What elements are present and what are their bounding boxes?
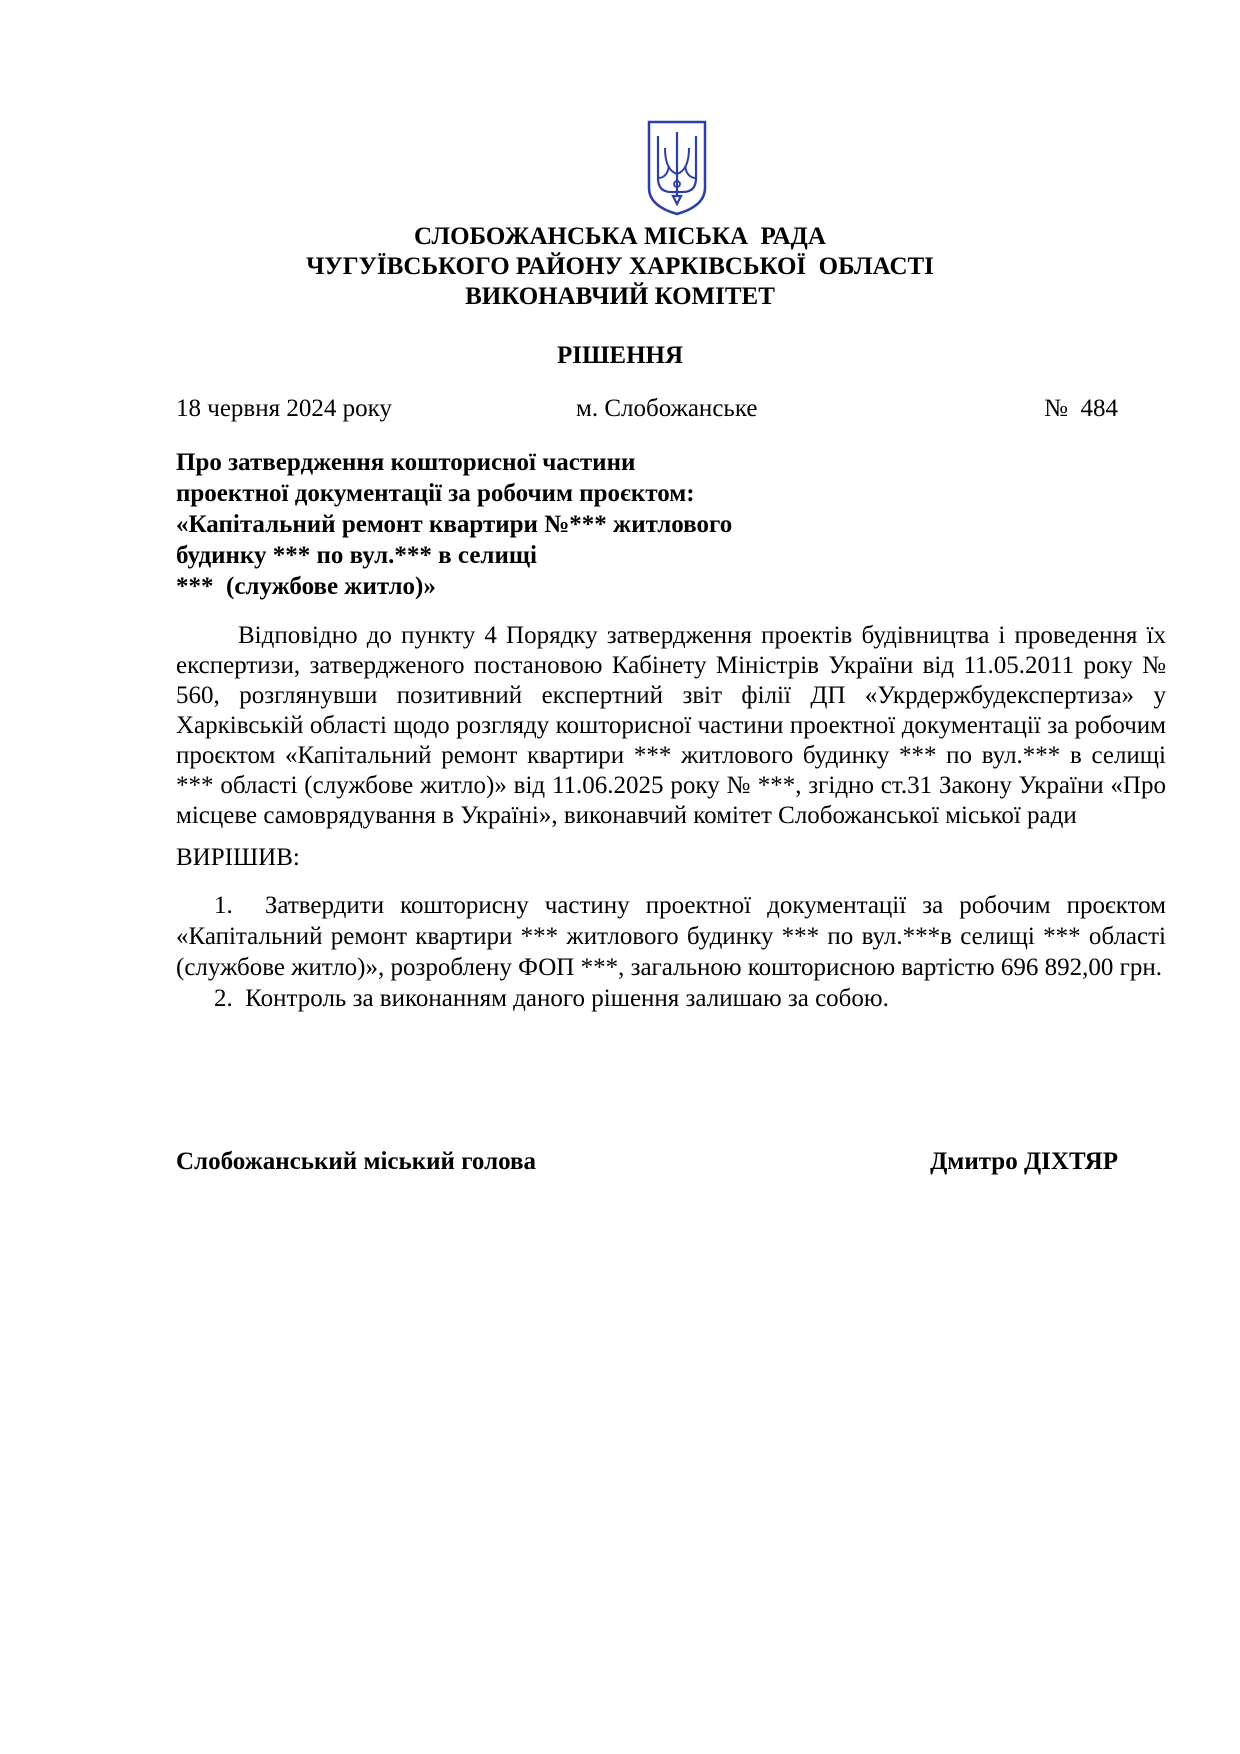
subject-line: «Капітальний ремонт квартири №*** житлового	[176, 511, 733, 538]
resolution-items	[176, 890, 1166, 1014]
subject-line: *** (службове житло)»	[176, 573, 436, 600]
signatory-position: Слобожанський міський голова	[176, 1148, 536, 1175]
header-line-1: СЛОБОЖАНСЬКА МІСЬКА РАДА	[414, 223, 826, 250]
decision-subject	[176, 447, 796, 602]
item-number: 2.	[214, 985, 233, 1012]
list-item	[176, 890, 1166, 983]
decision-date: 18 червня 2024 року	[176, 395, 392, 422]
list-item	[176, 983, 1166, 1014]
decision-place: м. Слобожанське	[576, 395, 758, 422]
meta-row	[176, 395, 1118, 427]
trident-icon	[645, 118, 709, 218]
document-type: РІШЕННЯ	[556, 342, 684, 369]
item-text: Затвердити кошторисну частину проектної документації за робочим проєктом «Капітальний ремонт квартири *** житлового будинку *** по вул.***в селищі *** області (службове житло)», розроблену ФОП ***, загальною кошторисною вартістю 696 892,00 грн.	[176, 892, 1167, 981]
district-name	[0, 252, 1240, 282]
signatory-name: Дмитро ДІХТЯР	[930, 1148, 1118, 1175]
subject-line: будинку *** по вул.*** в селищі	[176, 542, 537, 569]
subject-line: Про затвердження кошторисної частини	[176, 449, 636, 476]
subject-line: проектної документації за робочим проєктом:	[176, 480, 695, 507]
item-number: 1.	[214, 892, 233, 919]
council-name	[0, 222, 1240, 252]
resolved-label: ВИРІШИВ:	[176, 844, 300, 871]
preamble-paragraph: Відповідно до пункту 4 Порядку затвердження проектів будівництва і проведення їх експертизи, затвердженого постановою Кабінету Міністрів України від 11.05.2011 року № 560, розглянувши позитивний експертний звіт філії ДП «Укрдержбудекспертиза» у Харківській області щодо розгляду кошторисної частини проектної документації за робочим проєктом «Капітальний ремонт квартири *** житлового будинку *** по вул.*** в селищі *** області (службове житло)» від 11.06.2025 року № ***, згідно ст.31 Закону України «Про місцеве самоврядування в Україні», виконавчий комітет Слобожанської міської ради	[176, 622, 1166, 829]
signature-block	[176, 1148, 1118, 1180]
committee-name	[0, 282, 1240, 312]
decision-number: № 484	[1044, 395, 1118, 422]
header-line-3: ВИКОНАВЧИЙ КОМІТЕТ	[465, 283, 775, 310]
item-text: Контроль за виконанням даного рішення залишаю за собою.	[245, 985, 889, 1012]
header-line-2: ЧУГУЇВСЬКОГО РАЙОНУ ХАРКІВСЬКОЇ ОБЛАСТІ	[306, 253, 934, 280]
